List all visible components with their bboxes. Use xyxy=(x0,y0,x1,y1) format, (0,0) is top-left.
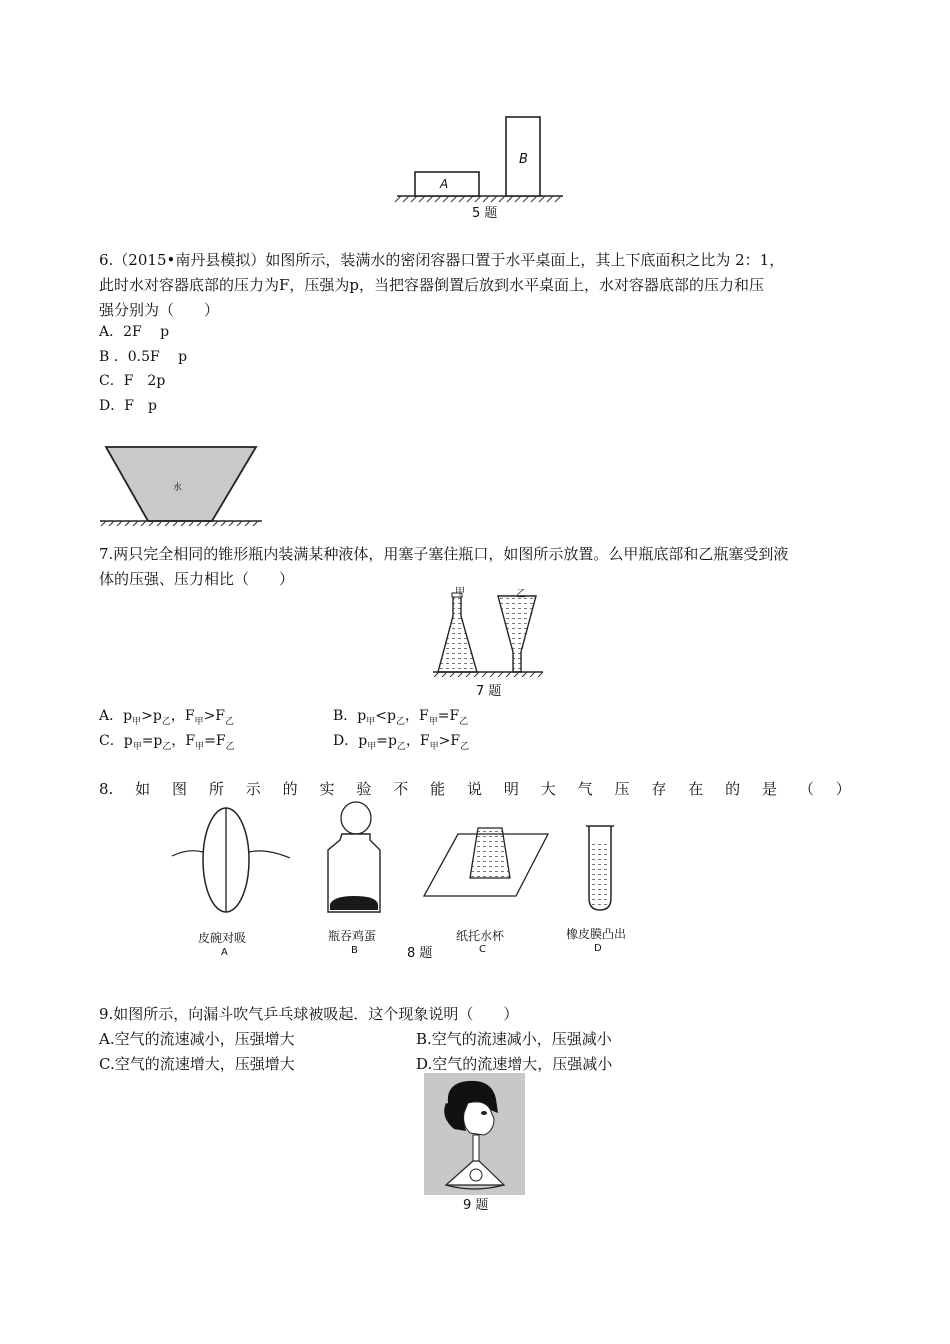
figure-9-funnel-ball xyxy=(424,1073,525,1195)
figure-8c-paper-cup xyxy=(422,824,552,898)
figure-5 xyxy=(395,112,565,204)
q8-item-d-letter: D xyxy=(594,943,602,954)
q7-stem-line1: 7.两只完全相同的锥形瓶内装满某种液体，用塞子塞住瓶口，如图所示放置。么甲瓶底部和乙瓶塞受到液 xyxy=(99,545,789,563)
label-jia: 甲 xyxy=(455,587,465,598)
q6-stem-line3: 强分别为（ ） xyxy=(99,301,220,319)
q9-option-b[interactable]: B.空气的流速减小，压强减小 xyxy=(416,1030,612,1048)
q9-option-d[interactable]: D.空气的流速增大，压强减小 xyxy=(416,1055,613,1073)
label-yi: 乙 xyxy=(516,589,526,600)
q7-option-d[interactable]: D．$p_甲=p_乙$，$F_甲>F_乙$ xyxy=(333,733,470,752)
figure-8a-suction-cups xyxy=(170,804,292,920)
q7-stem-line2: 体的压强、压力相比（ ） xyxy=(99,570,295,588)
figure-7-caption: 7 题 xyxy=(476,684,502,699)
label-a: A xyxy=(440,177,449,191)
q7-option-b[interactable]: B．$p_甲<p_乙$，$F_甲=F_乙$ xyxy=(333,708,469,727)
figure-8-caption: 8 题 xyxy=(407,946,433,961)
q9-stem: 9.如图所示，向漏斗吹气乒乓球被吸起．这个现象说明（ ） xyxy=(99,1005,519,1023)
q6-option-a[interactable]: A．2F p xyxy=(99,324,170,340)
q8-item-b-letter: B xyxy=(351,945,358,956)
figure-5-caption: 5 题 xyxy=(472,206,498,221)
q7-option-a[interactable]: A．$p_甲>p_乙$，$F_甲>F_乙$ xyxy=(99,708,235,727)
q6-stem-line1: 6.（2015•南丹县模拟）如图所示，装满水的密闭容器口置于水平桌面上，其上下底面积之比为 2：1， xyxy=(99,251,785,269)
q6-option-d[interactable]: D．F p xyxy=(99,398,157,414)
q8-item-d-name: 橡皮膜凸出 xyxy=(566,927,627,941)
q6-option-c[interactable]: C．F 2p xyxy=(99,373,166,389)
label-b: B xyxy=(519,152,528,167)
q8-item-a-letter: A xyxy=(221,947,228,958)
q6-option-b[interactable]: B ．0.5F p xyxy=(99,349,188,365)
q9-option-a[interactable]: A.空气的流速减小，压强增大 xyxy=(99,1030,295,1048)
figure-9-caption: 9 题 xyxy=(463,1198,489,1213)
q8-item-c-letter: C xyxy=(479,944,486,955)
q8-item-c-name: 纸托水杯 xyxy=(456,929,505,943)
water-label: 水 xyxy=(173,483,183,493)
q8-item-b-name: 瓶吞鸡蛋 xyxy=(328,929,377,943)
figure-8b-bottle-egg xyxy=(322,800,388,916)
q8-stem: 8. 如 图 所 示 的 实 验 不 能 说 明 大 气 压 存 在 的 是 （ ） xyxy=(99,780,851,798)
q7-option-c[interactable]: C．$p_甲=p_乙$，$F_甲=F_乙$ xyxy=(99,733,235,752)
q9-option-c[interactable]: C.空气的流速增大，压强增大 xyxy=(99,1055,295,1073)
q8-item-a-name: 皮碗对吸 xyxy=(198,931,247,945)
q6-stem-line2: 此时水对容器底部的压力为F，压强为p，当把容器倒置后放到水平桌面上，水对容器底部的压力和压 xyxy=(99,276,765,294)
flask-yi xyxy=(498,596,536,672)
figure-8d-test-tube xyxy=(585,822,615,914)
flask-jia xyxy=(438,596,477,672)
figure-7 xyxy=(433,586,543,682)
